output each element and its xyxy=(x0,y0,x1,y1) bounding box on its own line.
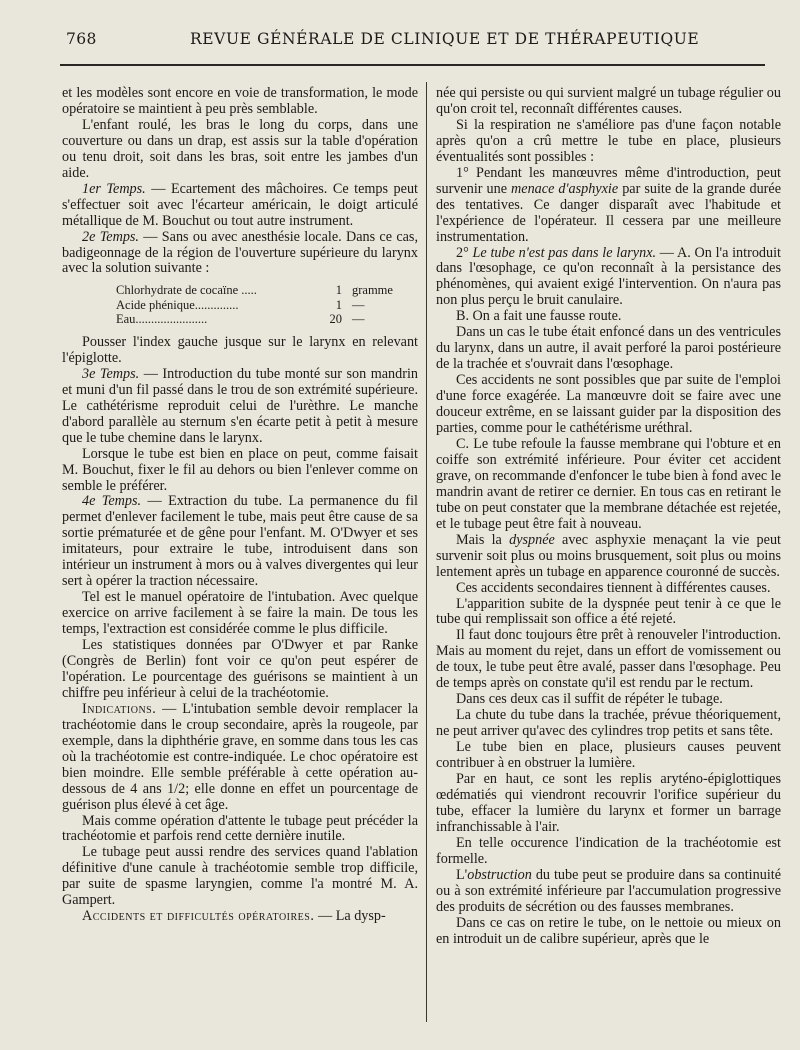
step-text: — Sans ou avec anesthésie locale. Dans ce cas, badigeonnage de la région de l'ouverture supérieure du larynx avec la solution suivante : xyxy=(62,228,418,277)
paragraph xyxy=(62,702,418,814)
paragraph xyxy=(62,230,418,278)
paragraph: L'apparition subite de la dyspnée peut tenir à ce que le tube qui remplissait son office a été rejeté. xyxy=(436,595,781,628)
paragraph: et les modèles sont encore en voie de transformation, le mode opératoire se maintient à peu près semblable. xyxy=(62,85,418,117)
paragraph: La chute du tube dans la trachée, prévue théoriquement, ne peut arriver qu'avec des cylindres trop petits et sans tête. xyxy=(436,707,781,740)
paragraph: Le tubage peut aussi rendre des services quand l'ablation définitive d'une canule à trachéotomie semble trop difficile, par suite de spasme laryngien, comme l'a montré M. A. Gampert. xyxy=(62,844,418,909)
emphasis: dyspnée xyxy=(509,531,555,548)
quantity: 1 xyxy=(335,283,342,298)
unit: gramme xyxy=(352,283,393,298)
paragraph: Dans ce cas on retire le tube, on le nettoie ou mieux on en introduit un de calibre supérieur, après que le xyxy=(436,914,781,947)
step-label: 1er Temps. xyxy=(82,180,146,197)
emphasis: obstruction xyxy=(467,866,532,883)
text-run: par suite de la grande durée des tentatives. Ce danger disparaît avec l'habitude et l'expérience de l'opérateur. Il cessera par une meilleure instrumentation. xyxy=(436,180,781,245)
step-text: — Extraction du tube. La permanence du fil permet d'enlever facilement le tube, mais peut être cause de sa sortie prématurée et de gêne pour l'enfant. M. O'Dwyer et ses imitateurs, pour extraire le tube, introduisent dans son intérieur un instrument à mors ou à valves divergentes qui leur sert à opérer la traction nécessaire. xyxy=(62,493,418,590)
text-run: — A. On l'a introduit dans l'œsophage, ce qu'on reconnaît à la persistance des phénomènes, qui avaient exigé l'intervention. On n'aura pas non plus perçu le bruit canulaire. xyxy=(436,244,781,309)
page-header xyxy=(60,28,765,52)
paragraph: Lorsque le tube est bien en place on peut, comme faisait M. Bouchut, fixer le fil au dehors ou bien l'enlever comme on semble le préférer. xyxy=(62,445,418,494)
solution-row xyxy=(116,283,418,298)
paragraph: B. On a fait une fausse route. xyxy=(456,308,622,325)
text-run: 1° Pendant les manœuvres même d'introduction, peut survenir une xyxy=(436,164,781,197)
paragraph: Dans un cas le tube était enfoncé dans un des ventricules du larynx, dans un autre, il avait perforé la paroi postérieure de la trachée et s'ouvrait dans l'œsophage. xyxy=(436,324,781,373)
paragraph xyxy=(436,533,781,581)
paragraph: Tel est le manuel opératoire de l'intubation. Avec quelque exercice on arrive facilement à se faire la main. De tous les temps, l'extraction est considérée comme le plus difficile. xyxy=(62,589,418,638)
emphasis: menace d'asphyxie xyxy=(511,180,619,197)
section-text: — La dysp- xyxy=(314,908,386,925)
paragraph: Ces accidents secondaires tiennent à différentes causes. xyxy=(456,579,771,596)
column-divider xyxy=(426,82,427,1022)
section-heading: Indications. xyxy=(82,700,157,717)
paragraph: Il faut donc toujours être prêt à renouveler l'introduction. Mais au moment du rejet, dans un effort de vomissement ou de toux, le tube peut être avalé, passer dans l'œsophage. Peu de temps après on constate qu'il est rendu par le rectum. xyxy=(436,627,781,692)
paragraph: Par en haut, ce sont les replis aryténo-épiglottiques œdématiés qui viendront recouvrir l'orifice supérieur du tube, effacer la lumière du larynx et former un barrage infranchissable à l'air. xyxy=(436,770,781,835)
quantity: 1 xyxy=(335,297,342,312)
paragraph xyxy=(62,494,418,590)
page-number: 768 xyxy=(66,30,97,48)
left-column xyxy=(62,86,418,925)
paragraph xyxy=(436,166,781,246)
ingredient: Eau....................... xyxy=(116,312,208,327)
paragraph: Dans ces deux cas il suffit de répéter le tubage. xyxy=(456,691,723,708)
step-label: 2e Temps. xyxy=(82,228,139,245)
paragraph: L'enfant roulé, les bras le long du corps, dans une couverture ou dans un drap, est assis sur la table d'opération ou tenu droit, soit dans les bras, soit entre les jambes d'un aide. xyxy=(62,116,418,181)
paragraph xyxy=(62,367,418,447)
solution-row xyxy=(116,312,418,327)
paragraph: En telle occurence l'indication de la trachéotomie est formelle. xyxy=(436,834,781,867)
solution-row xyxy=(116,298,418,313)
paragraph: Si la respiration ne s'améliore pas d'une façon notable après qu'on a crû mettre le tube en place, plusieurs éventualités sont possibles : xyxy=(436,116,781,165)
paragraph: Mais comme opération d'attente le tubage peut précéder la trachéotomie et parfois rend cette dernière inutile. xyxy=(62,812,418,845)
unit: — xyxy=(352,312,365,327)
unit: — xyxy=(352,297,365,312)
section-text: — L'intubation semble devoir remplacer la trachéotomie dans le croup secondaire, après la rougeole, par exemple, dans la diphthérie grave, en somme dans tous les cas où la trachéotomie est contre-indiquée. Le choc opératoire est bien moindre. Elle semble préférable à cette opération au-dessous de 4 ans 1/2; elle donne en effet un pourcentage de guérison plus élevé à cet âge. xyxy=(62,700,418,813)
ingredient: Chlorhydrate de cocaïne ..... xyxy=(116,283,257,298)
step-label: 4e Temps. xyxy=(82,493,142,510)
paragraph: C. Le tube refoule la fausse membrane qui l'obture et en coiffe son extrémité inférieure. Pour éviter cet accident grave, on recommande d'enfoncer le tube bien à fond avec le mandrin avant de retirer ce dernier. En tous cas en retirant le tube on peut constater que la membrane détachée est rejetée, et le tubage peut être fait à nouveau. xyxy=(436,435,781,532)
paragraph: Ces accidents ne sont possibles que par suite de l'emploi d'une force exagérée. La manœuvre doit se faire avec une douceur extrême, en se laissant guider par la disposition des parties, comme pour le cathétérisme uréthral. xyxy=(436,372,781,437)
running-title: REVUE GÉNÉRALE DE CLINIQUE ET DE THÉRAPEUTIQUE xyxy=(190,30,700,48)
paragraph: Les statistiques données par O'Dwyer et par Ranke (Congrès de Berlin) font voir ce qu'on peut espérer de l'opération. Le pourcentage des guérisons se maintient à un chiffre peu inférieur à celui de la trachéotomie. xyxy=(62,637,418,701)
step-label: 3e Temps. xyxy=(82,365,140,382)
ingredient: Acide phénique.............. xyxy=(116,297,239,312)
text-run: L' xyxy=(456,866,468,883)
paragraph xyxy=(436,246,781,310)
step-text: — Ecartement des mâchoires. Ce temps peut s'effectuer soit avec l'écarteur américain, le doigt articulé métallique de M. Bouchut ou tout autre instrument. xyxy=(62,180,418,229)
step-text: — Introduction du tube monté sur son mandrin et muni d'un fil passé dans le trou de son extrémité supérieure. Le cathétérisme reproduit celui de l'urèthre. Le manche d'abord parallèle au sternum s'en écarte petit à petit à mesure que le tube chemine dans le larynx. xyxy=(62,365,418,446)
paragraph xyxy=(62,182,418,230)
text-run: Mais la xyxy=(456,531,510,548)
paragraph: Pousser l'index gauche jusque sur le larynx en relevant l'épiglotte. xyxy=(62,333,418,366)
text-run: avec asphyxie menaçant la vie peut survenir soit plus ou moins brusquement, soit plus ou moins lentement après un tubage en apparence couronné de succès. xyxy=(436,531,781,580)
cocaine-solution-table xyxy=(116,283,418,327)
emphasis: Le tube n'est pas dans le larynx. xyxy=(472,244,657,261)
text-run: 2° xyxy=(456,244,473,261)
paragraph: Le tube bien en place, plusieurs causes peuvent contribuer à en obstruer la lumière. xyxy=(436,739,781,772)
paragraph xyxy=(62,909,418,925)
text-run: du tube peut se produire dans sa continuité ou à son extrémité inférieure par l'accumulation progressive des produits de sécrétion ou des fausses membranes. xyxy=(436,866,781,915)
section-heading: Accidents et difficultés opératoires. xyxy=(82,908,315,925)
header-rule xyxy=(60,64,765,66)
quantity: 20 xyxy=(329,312,342,327)
paragraph: née qui persiste ou qui survient malgré un tubage régulier ou qu'on croit tel, reconnaît différentes causes. xyxy=(436,85,781,117)
right-column xyxy=(436,86,781,947)
paragraph xyxy=(436,868,781,916)
